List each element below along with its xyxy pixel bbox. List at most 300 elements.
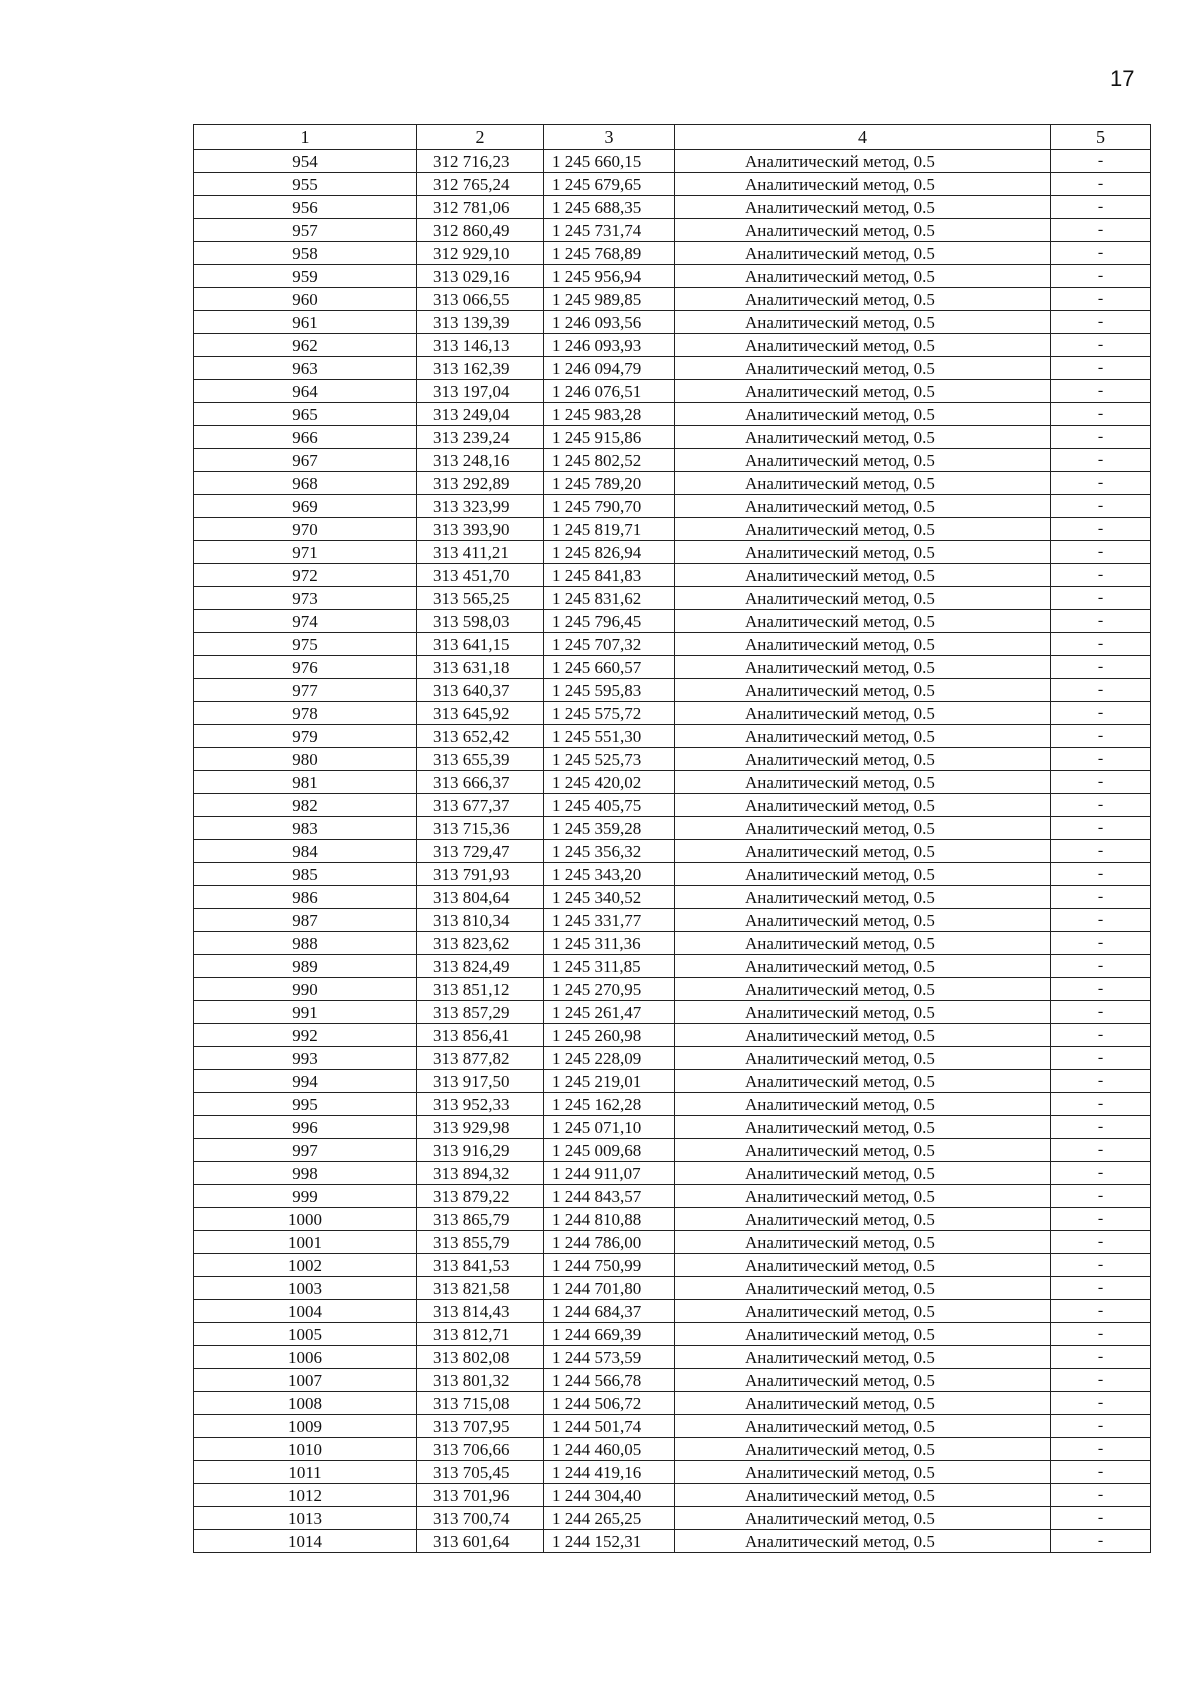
y-coordinate-cell: 1 245 162,28 <box>544 1093 675 1116</box>
table-row <box>194 150 1151 173</box>
method-cell: Аналитический метод, 0.5 <box>675 1001 1051 1024</box>
method-cell: Аналитический метод, 0.5 <box>675 679 1051 702</box>
note-cell: - <box>1051 449 1151 472</box>
x-coordinate-cell: 313 707,95 <box>417 1415 544 1438</box>
x-coordinate-cell: 313 929,98 <box>417 1116 544 1139</box>
point-number-cell: 955 <box>194 173 417 196</box>
y-coordinate-cell: 1 245 343,20 <box>544 863 675 886</box>
y-coordinate-cell: 1 245 679,65 <box>544 173 675 196</box>
method-cell: Аналитический метод, 0.5 <box>675 1438 1051 1461</box>
point-number-cell: 965 <box>194 403 417 426</box>
note-cell: - <box>1051 1208 1151 1231</box>
y-coordinate-cell: 1 244 810,88 <box>544 1208 675 1231</box>
note-cell: - <box>1051 1438 1151 1461</box>
note-cell: - <box>1051 1116 1151 1139</box>
note-cell: - <box>1051 541 1151 564</box>
table-row <box>194 1139 1151 1162</box>
x-coordinate-cell: 312 860,49 <box>417 219 544 242</box>
table-row <box>194 334 1151 357</box>
table-row <box>194 932 1151 955</box>
x-coordinate-cell: 313 851,12 <box>417 978 544 1001</box>
point-number-cell: 983 <box>194 817 417 840</box>
note-cell: - <box>1051 955 1151 978</box>
table-row <box>194 863 1151 886</box>
table-row <box>194 357 1151 380</box>
method-cell: Аналитический метод, 0.5 <box>675 1254 1051 1277</box>
y-coordinate-cell: 1 244 750,99 <box>544 1254 675 1277</box>
x-coordinate-cell: 313 146,13 <box>417 334 544 357</box>
table-header-row <box>194 125 1151 150</box>
point-number-cell: 990 <box>194 978 417 1001</box>
point-number-cell: 985 <box>194 863 417 886</box>
point-number-cell: 975 <box>194 633 417 656</box>
y-coordinate-cell: 1 244 506,72 <box>544 1392 675 1415</box>
note-cell: - <box>1051 518 1151 541</box>
y-coordinate-cell: 1 245 311,36 <box>544 932 675 955</box>
method-cell: Аналитический метод, 0.5 <box>675 587 1051 610</box>
method-cell: Аналитический метод, 0.5 <box>675 1277 1051 1300</box>
x-coordinate-cell: 313 856,41 <box>417 1024 544 1047</box>
y-coordinate-cell: 1 245 731,74 <box>544 219 675 242</box>
x-coordinate-cell: 313 706,66 <box>417 1438 544 1461</box>
method-cell: Аналитический метод, 0.5 <box>675 1070 1051 1093</box>
point-number-cell: 956 <box>194 196 417 219</box>
point-number-cell: 959 <box>194 265 417 288</box>
page-number: 17 <box>1110 66 1135 91</box>
table-row <box>194 1001 1151 1024</box>
table-row <box>194 265 1151 288</box>
table-row <box>194 1323 1151 1346</box>
y-coordinate-cell: 1 244 419,16 <box>544 1461 675 1484</box>
header-col-3: 3 <box>544 125 675 150</box>
x-coordinate-cell: 313 677,37 <box>417 794 544 817</box>
point-number-cell: 967 <box>194 449 417 472</box>
method-cell: Аналитический метод, 0.5 <box>675 1323 1051 1346</box>
table-row <box>194 679 1151 702</box>
y-coordinate-cell: 1 245 790,70 <box>544 495 675 518</box>
note-cell: - <box>1051 1070 1151 1093</box>
table-row <box>194 817 1151 840</box>
y-coordinate-cell: 1 245 688,35 <box>544 196 675 219</box>
point-number-cell: 995 <box>194 1093 417 1116</box>
point-number-cell: 970 <box>194 518 417 541</box>
coordinates-table <box>193 124 1151 1553</box>
table-row <box>194 1369 1151 1392</box>
y-coordinate-cell: 1 245 525,73 <box>544 748 675 771</box>
y-coordinate-cell: 1 246 093,93 <box>544 334 675 357</box>
note-cell: - <box>1051 495 1151 518</box>
y-coordinate-cell: 1 245 340,52 <box>544 886 675 909</box>
method-cell: Аналитический метод, 0.5 <box>675 357 1051 380</box>
header-col-5: 5 <box>1051 125 1151 150</box>
y-coordinate-cell: 1 245 311,85 <box>544 955 675 978</box>
y-coordinate-cell: 1 246 076,51 <box>544 380 675 403</box>
y-coordinate-cell: 1 245 420,02 <box>544 771 675 794</box>
note-cell: - <box>1051 1300 1151 1323</box>
table-row <box>194 426 1151 449</box>
note-cell: - <box>1051 863 1151 886</box>
method-cell: Аналитический метод, 0.5 <box>675 633 1051 656</box>
method-cell: Аналитический метод, 0.5 <box>675 817 1051 840</box>
note-cell: - <box>1051 656 1151 679</box>
note-cell: - <box>1051 173 1151 196</box>
y-coordinate-cell: 1 244 265,25 <box>544 1507 675 1530</box>
note-cell: - <box>1051 1461 1151 1484</box>
table-row <box>194 1116 1151 1139</box>
table-row <box>194 219 1151 242</box>
table-row <box>194 564 1151 587</box>
method-cell: Аналитический метод, 0.5 <box>675 863 1051 886</box>
x-coordinate-cell: 313 601,64 <box>417 1530 544 1553</box>
table-row <box>194 1530 1151 1553</box>
note-cell: - <box>1051 196 1151 219</box>
x-coordinate-cell: 313 652,42 <box>417 725 544 748</box>
point-number-cell: 971 <box>194 541 417 564</box>
point-number-cell: 1005 <box>194 1323 417 1346</box>
method-cell: Аналитический метод, 0.5 <box>675 196 1051 219</box>
y-coordinate-cell: 1 245 356,32 <box>544 840 675 863</box>
note-cell: - <box>1051 1369 1151 1392</box>
y-coordinate-cell: 1 245 071,10 <box>544 1116 675 1139</box>
method-cell: Аналитический метод, 0.5 <box>675 265 1051 288</box>
table-row <box>194 1231 1151 1254</box>
x-coordinate-cell: 313 857,29 <box>417 1001 544 1024</box>
table-row <box>194 1162 1151 1185</box>
table-row <box>194 1024 1151 1047</box>
table-row <box>194 472 1151 495</box>
point-number-cell: 978 <box>194 702 417 725</box>
y-coordinate-cell: 1 245 575,72 <box>544 702 675 725</box>
y-coordinate-cell: 1 244 843,57 <box>544 1185 675 1208</box>
method-cell: Аналитический метод, 0.5 <box>675 426 1051 449</box>
point-number-cell: 1013 <box>194 1507 417 1530</box>
note-cell: - <box>1051 311 1151 334</box>
method-cell: Аналитический метод, 0.5 <box>675 311 1051 334</box>
method-cell: Аналитический метод, 0.5 <box>675 1162 1051 1185</box>
x-coordinate-cell: 313 641,15 <box>417 633 544 656</box>
point-number-cell: 972 <box>194 564 417 587</box>
x-coordinate-cell: 313 239,24 <box>417 426 544 449</box>
table-row <box>194 173 1151 196</box>
note-cell: - <box>1051 219 1151 242</box>
y-coordinate-cell: 1 245 841,83 <box>544 564 675 587</box>
y-coordinate-cell: 1 244 669,39 <box>544 1323 675 1346</box>
table-row <box>194 587 1151 610</box>
method-cell: Аналитический метод, 0.5 <box>675 242 1051 265</box>
x-coordinate-cell: 313 598,03 <box>417 610 544 633</box>
table-row <box>194 311 1151 334</box>
y-coordinate-cell: 1 245 270,95 <box>544 978 675 1001</box>
method-cell: Аналитический метод, 0.5 <box>675 1185 1051 1208</box>
table-row <box>194 495 1151 518</box>
point-number-cell: 968 <box>194 472 417 495</box>
x-coordinate-cell: 313 814,43 <box>417 1300 544 1323</box>
point-number-cell: 1007 <box>194 1369 417 1392</box>
y-coordinate-cell: 1 246 093,56 <box>544 311 675 334</box>
method-cell: Аналитический метод, 0.5 <box>675 1139 1051 1162</box>
y-coordinate-cell: 1 245 826,94 <box>544 541 675 564</box>
y-coordinate-cell: 1 245 983,28 <box>544 403 675 426</box>
x-coordinate-cell: 313 705,45 <box>417 1461 544 1484</box>
point-number-cell: 964 <box>194 380 417 403</box>
note-cell: - <box>1051 472 1151 495</box>
y-coordinate-cell: 1 245 831,62 <box>544 587 675 610</box>
point-number-cell: 1014 <box>194 1530 417 1553</box>
method-cell: Аналитический метод, 0.5 <box>675 1530 1051 1553</box>
note-cell: - <box>1051 633 1151 656</box>
point-number-cell: 1006 <box>194 1346 417 1369</box>
point-number-cell: 966 <box>194 426 417 449</box>
y-coordinate-cell: 1 244 786,00 <box>544 1231 675 1254</box>
note-cell: - <box>1051 932 1151 955</box>
note-cell: - <box>1051 679 1151 702</box>
note-cell: - <box>1051 1185 1151 1208</box>
point-number-cell: 1004 <box>194 1300 417 1323</box>
table-row <box>194 1093 1151 1116</box>
method-cell: Аналитический метод, 0.5 <box>675 1507 1051 1530</box>
x-coordinate-cell: 313 715,08 <box>417 1392 544 1415</box>
point-number-cell: 1012 <box>194 1484 417 1507</box>
x-coordinate-cell: 313 666,37 <box>417 771 544 794</box>
point-number-cell: 958 <box>194 242 417 265</box>
table-row <box>194 242 1151 265</box>
x-coordinate-cell: 312 716,23 <box>417 150 544 173</box>
x-coordinate-cell: 313 855,79 <box>417 1231 544 1254</box>
y-coordinate-cell: 1 244 501,74 <box>544 1415 675 1438</box>
x-coordinate-cell: 313 292,89 <box>417 472 544 495</box>
note-cell: - <box>1051 380 1151 403</box>
table-row <box>194 978 1151 1001</box>
table-row <box>194 1438 1151 1461</box>
point-number-cell: 984 <box>194 840 417 863</box>
header-col-4: 4 <box>675 125 1051 150</box>
x-coordinate-cell: 313 411,21 <box>417 541 544 564</box>
x-coordinate-cell: 312 929,10 <box>417 242 544 265</box>
y-coordinate-cell: 1 244 573,59 <box>544 1346 675 1369</box>
table-row <box>194 656 1151 679</box>
point-number-cell: 977 <box>194 679 417 702</box>
y-coordinate-cell: 1 245 789,20 <box>544 472 675 495</box>
y-coordinate-cell: 1 245 915,86 <box>544 426 675 449</box>
y-coordinate-cell: 1 245 707,32 <box>544 633 675 656</box>
method-cell: Аналитический метод, 0.5 <box>675 1461 1051 1484</box>
method-cell: Аналитический метод, 0.5 <box>675 886 1051 909</box>
point-number-cell: 979 <box>194 725 417 748</box>
x-coordinate-cell: 313 824,49 <box>417 955 544 978</box>
method-cell: Аналитический метод, 0.5 <box>675 1231 1051 1254</box>
y-coordinate-cell: 1 245 802,52 <box>544 449 675 472</box>
note-cell: - <box>1051 702 1151 725</box>
point-number-cell: 987 <box>194 909 417 932</box>
point-number-cell: 991 <box>194 1001 417 1024</box>
note-cell: - <box>1051 840 1151 863</box>
table-row <box>194 541 1151 564</box>
y-coordinate-cell: 1 245 009,68 <box>544 1139 675 1162</box>
x-coordinate-cell: 313 139,39 <box>417 311 544 334</box>
note-cell: - <box>1051 587 1151 610</box>
point-number-cell: 1010 <box>194 1438 417 1461</box>
y-coordinate-cell: 1 245 260,98 <box>544 1024 675 1047</box>
method-cell: Аналитический метод, 0.5 <box>675 1047 1051 1070</box>
y-coordinate-cell: 1 245 595,83 <box>544 679 675 702</box>
note-cell: - <box>1051 242 1151 265</box>
note-cell: - <box>1051 1415 1151 1438</box>
table-row <box>194 1415 1151 1438</box>
note-cell: - <box>1051 564 1151 587</box>
note-cell: - <box>1051 1323 1151 1346</box>
x-coordinate-cell: 313 821,58 <box>417 1277 544 1300</box>
point-number-cell: 998 <box>194 1162 417 1185</box>
x-coordinate-cell: 313 393,90 <box>417 518 544 541</box>
table-row <box>194 702 1151 725</box>
note-cell: - <box>1051 265 1151 288</box>
method-cell: Аналитический метод, 0.5 <box>675 173 1051 196</box>
point-number-cell: 1011 <box>194 1461 417 1484</box>
x-coordinate-cell: 313 655,39 <box>417 748 544 771</box>
note-cell: - <box>1051 334 1151 357</box>
table-row <box>194 380 1151 403</box>
note-cell: - <box>1051 150 1151 173</box>
note-cell: - <box>1051 771 1151 794</box>
point-number-cell: 969 <box>194 495 417 518</box>
y-coordinate-cell: 1 245 768,89 <box>544 242 675 265</box>
point-number-cell: 994 <box>194 1070 417 1093</box>
y-coordinate-cell: 1 245 405,75 <box>544 794 675 817</box>
method-cell: Аналитический метод, 0.5 <box>675 472 1051 495</box>
x-coordinate-cell: 313 066,55 <box>417 288 544 311</box>
table-row <box>194 1208 1151 1231</box>
method-cell: Аналитический метод, 0.5 <box>675 748 1051 771</box>
note-cell: - <box>1051 909 1151 932</box>
x-coordinate-cell: 313 804,64 <box>417 886 544 909</box>
x-coordinate-cell: 313 877,82 <box>417 1047 544 1070</box>
method-cell: Аналитический метод, 0.5 <box>675 1208 1051 1231</box>
table-body <box>194 150 1151 1553</box>
point-number-cell: 997 <box>194 1139 417 1162</box>
point-number-cell: 954 <box>194 150 417 173</box>
note-cell: - <box>1051 978 1151 1001</box>
x-coordinate-cell: 313 802,08 <box>417 1346 544 1369</box>
point-number-cell: 961 <box>194 311 417 334</box>
note-cell: - <box>1051 357 1151 380</box>
table-row <box>194 449 1151 472</box>
x-coordinate-cell: 313 715,36 <box>417 817 544 840</box>
x-coordinate-cell: 313 197,04 <box>417 380 544 403</box>
table-row <box>194 518 1151 541</box>
method-cell: Аналитический метод, 0.5 <box>675 150 1051 173</box>
method-cell: Аналитический метод, 0.5 <box>675 1392 1051 1415</box>
table-row <box>194 955 1151 978</box>
method-cell: Аналитический метод, 0.5 <box>675 1093 1051 1116</box>
method-cell: Аналитический метод, 0.5 <box>675 955 1051 978</box>
x-coordinate-cell: 313 791,93 <box>417 863 544 886</box>
x-coordinate-cell: 313 249,04 <box>417 403 544 426</box>
table-row <box>194 1461 1151 1484</box>
x-coordinate-cell: 313 323,99 <box>417 495 544 518</box>
x-coordinate-cell: 313 952,33 <box>417 1093 544 1116</box>
y-coordinate-cell: 1 244 701,80 <box>544 1277 675 1300</box>
method-cell: Аналитический метод, 0.5 <box>675 541 1051 564</box>
point-number-cell: 982 <box>194 794 417 817</box>
header-col-1: 1 <box>194 125 417 150</box>
point-number-cell: 993 <box>194 1047 417 1070</box>
note-cell: - <box>1051 1277 1151 1300</box>
x-coordinate-cell: 313 565,25 <box>417 587 544 610</box>
table-row <box>194 1254 1151 1277</box>
table-row <box>194 1392 1151 1415</box>
x-coordinate-cell: 313 729,47 <box>417 840 544 863</box>
point-number-cell: 989 <box>194 955 417 978</box>
table-row <box>194 1300 1151 1323</box>
point-number-cell: 992 <box>194 1024 417 1047</box>
y-coordinate-cell: 1 245 228,09 <box>544 1047 675 1070</box>
table-row <box>194 1185 1151 1208</box>
table-row <box>194 748 1151 771</box>
note-cell: - <box>1051 1139 1151 1162</box>
table-row <box>194 288 1151 311</box>
point-number-cell: 974 <box>194 610 417 633</box>
y-coordinate-cell: 1 245 219,01 <box>544 1070 675 1093</box>
x-coordinate-cell: 313 823,62 <box>417 932 544 955</box>
point-number-cell: 981 <box>194 771 417 794</box>
note-cell: - <box>1051 794 1151 817</box>
note-cell: - <box>1051 288 1151 311</box>
method-cell: Аналитический метод, 0.5 <box>675 1116 1051 1139</box>
method-cell: Аналитический метод, 0.5 <box>675 978 1051 1001</box>
y-coordinate-cell: 1 245 796,45 <box>544 610 675 633</box>
note-cell: - <box>1051 426 1151 449</box>
table-row <box>194 1047 1151 1070</box>
table-row <box>194 1484 1151 1507</box>
method-cell: Аналитический метод, 0.5 <box>675 334 1051 357</box>
y-coordinate-cell: 1 245 660,57 <box>544 656 675 679</box>
note-cell: - <box>1051 1392 1151 1415</box>
point-number-cell: 986 <box>194 886 417 909</box>
y-coordinate-cell: 1 245 956,94 <box>544 265 675 288</box>
method-cell: Аналитический метод, 0.5 <box>675 564 1051 587</box>
table-row <box>194 633 1151 656</box>
method-cell: Аналитический метод, 0.5 <box>675 518 1051 541</box>
note-cell: - <box>1051 1346 1151 1369</box>
point-number-cell: 962 <box>194 334 417 357</box>
x-coordinate-cell: 313 812,71 <box>417 1323 544 1346</box>
note-cell: - <box>1051 1162 1151 1185</box>
point-number-cell: 1002 <box>194 1254 417 1277</box>
method-cell: Аналитический метод, 0.5 <box>675 1346 1051 1369</box>
x-coordinate-cell: 313 810,34 <box>417 909 544 932</box>
method-cell: Аналитический метод, 0.5 <box>675 219 1051 242</box>
x-coordinate-cell: 313 865,79 <box>417 1208 544 1231</box>
method-cell: Аналитический метод, 0.5 <box>675 909 1051 932</box>
point-number-cell: 980 <box>194 748 417 771</box>
note-cell: - <box>1051 1001 1151 1024</box>
point-number-cell: 963 <box>194 357 417 380</box>
x-coordinate-cell: 313 451,70 <box>417 564 544 587</box>
x-coordinate-cell: 313 248,16 <box>417 449 544 472</box>
note-cell: - <box>1051 1507 1151 1530</box>
note-cell: - <box>1051 1024 1151 1047</box>
note-cell: - <box>1051 610 1151 633</box>
method-cell: Аналитический метод, 0.5 <box>675 656 1051 679</box>
method-cell: Аналитический метод, 0.5 <box>675 380 1051 403</box>
table-row <box>194 840 1151 863</box>
table-row <box>194 1507 1151 1530</box>
y-coordinate-cell: 1 244 304,40 <box>544 1484 675 1507</box>
table-row <box>194 725 1151 748</box>
y-coordinate-cell: 1 245 359,28 <box>544 817 675 840</box>
note-cell: - <box>1051 403 1151 426</box>
point-number-cell: 976 <box>194 656 417 679</box>
